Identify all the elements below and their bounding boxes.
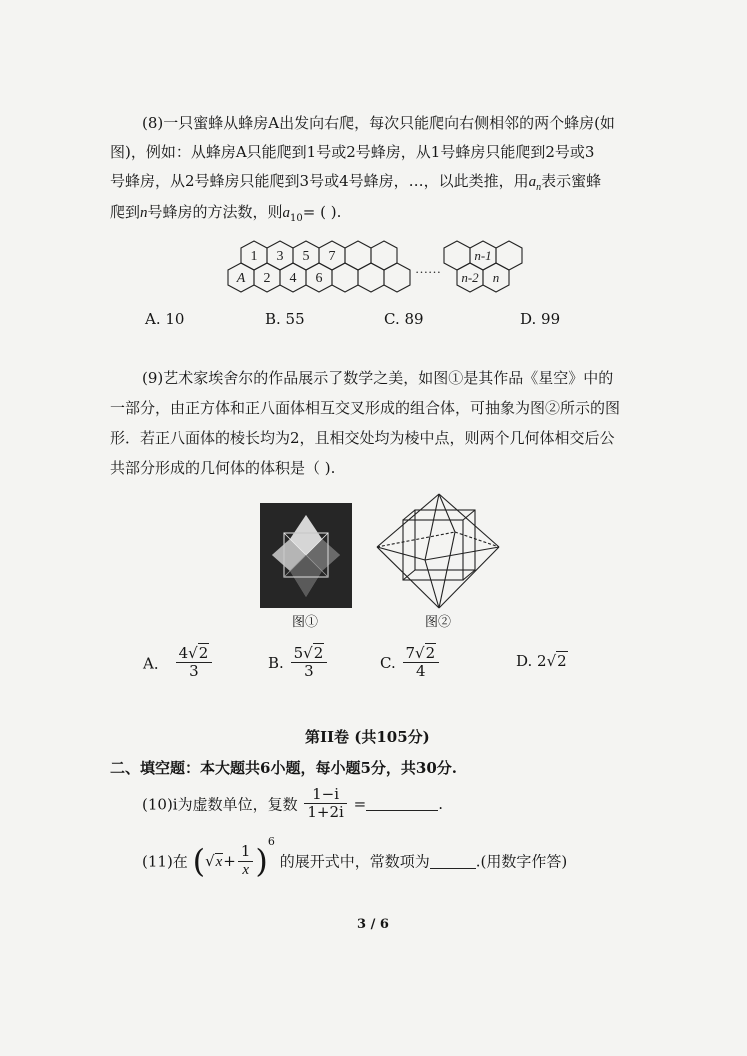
hex-label-4: 4	[289, 271, 297, 286]
q10-numerator: 1−i	[304, 786, 346, 804]
q9-option-a-label: A．	[143, 654, 169, 673]
q9-option-c-rad: 2	[425, 644, 436, 662]
q8-line-2: 图)，例如：从蜂房A只能爬到1号或2号蜂房，从1号蜂房只能爬到2号或3	[110, 143, 595, 161]
hex-label-6: 6	[315, 271, 323, 286]
q9-option-a-rad: 2	[198, 644, 209, 662]
q10-denominator: 1+2i	[307, 803, 344, 822]
q11-end: .(用数字作答)	[475, 852, 568, 871]
figure-2-wireframe	[373, 492, 503, 612]
q10-line	[142, 786, 443, 822]
q11-frac-num: 1	[238, 843, 254, 861]
q11-frac-den: x	[242, 861, 249, 878]
q11-exponent: 6	[267, 835, 275, 848]
q9-option-c-coef: 7	[405, 644, 416, 662]
q9-option-d-rad: 2	[557, 652, 567, 670]
hex-label-3: 3	[276, 249, 284, 264]
hex-label-n: n	[492, 270, 500, 285]
figure-1-caption: 图①	[292, 615, 319, 630]
q11-sqrt-x: x	[215, 853, 223, 870]
q10-end: .	[438, 794, 443, 813]
q11-plus: +	[223, 852, 236, 870]
q8-line-4-b: 号蜂房的方法数，则	[147, 203, 283, 221]
hex-label-7: 7	[328, 249, 336, 264]
q9-option-c-label: C.	[380, 653, 396, 672]
q8-option-a: A. 10	[145, 310, 185, 328]
q9-option-b-den: 3	[304, 662, 314, 681]
hex-label-n-2: n-2	[461, 270, 479, 285]
q8-line-4-end: = ( ).	[302, 203, 342, 221]
hex-label-5: 5	[302, 249, 310, 264]
q9-option-a-den: 3	[189, 662, 199, 681]
q10-answer-blank[interactable]	[366, 796, 438, 811]
q9-line-1: (9)艺术家埃舍尔的作品展示了数学之美，如图①是其作品《星空》中的	[142, 369, 614, 387]
figure-2-caption: 图②	[425, 615, 452, 630]
q9-option-c-den: 4	[416, 662, 426, 681]
q9-option-c: C. $\frac{7√2}{4}$	[380, 645, 441, 681]
q8-line-4-a: 爬到	[110, 203, 141, 221]
q8-line-3-end: 表示蜜蜂	[541, 172, 602, 190]
page-number: 3 / 6	[357, 917, 389, 932]
q11-line: (11)在 (√x+ $\frac{1}{x}$ )$^6$ 的展开式中，常数项为 .(用数字作答)	[142, 835, 568, 880]
q11-answer-blank[interactable]	[430, 854, 476, 869]
hex-label-a: A	[236, 271, 246, 286]
q9-option-b: B. $\frac{5√2}{3}$	[268, 645, 329, 681]
q8-line-3-text: 号蜂房，从2号蜂房只能爬到3号或4号蜂房，…，以此类推，用	[110, 172, 529, 190]
q8-line-1: (8)一只蜜蜂从蜂房A出发向右爬，每次只能爬向右侧相邻的两个蜂房(如	[142, 114, 615, 132]
q8-option-d: D. 99	[520, 310, 561, 328]
q8-line-3	[110, 171, 601, 198]
q8-option-c: C. 89	[384, 310, 424, 328]
q10-equals: =	[353, 794, 367, 813]
q8-a-var: a	[528, 174, 537, 190]
q8-a-sub: n	[536, 182, 542, 193]
q9-line-3: 形．若正八面体的棱长均为2，且相交处均为棱中点，则两个几何体相交后公	[110, 429, 615, 447]
honeycomb-figure	[225, 232, 535, 304]
hex-label-n-1: n-1	[474, 248, 492, 263]
q9-option-b-coef: 5	[293, 644, 304, 662]
q8-a10-var: a	[282, 205, 291, 221]
q8-a10-sub: 10	[290, 213, 303, 224]
q9-option-d-coef: 2	[537, 652, 547, 670]
figure-1-star-photo	[260, 503, 352, 608]
part-2-title: 第II卷 (共105分)	[305, 728, 430, 746]
q11-mid: 的展开式中，常数项为	[279, 852, 430, 871]
hex-label-2: 2	[263, 271, 271, 286]
q11-prefix: (11)在	[142, 852, 188, 871]
q8-line-4	[110, 202, 341, 229]
q9-option-d-label: D.	[516, 652, 533, 670]
hex-dots: ……	[415, 261, 441, 276]
q9-option-d: D. 2√2	[516, 652, 567, 670]
q10-prefix: (10)i为虚数单位，复数	[142, 795, 298, 814]
q9-option-b-label: B.	[268, 653, 284, 672]
q8-option-b: B. 55	[265, 310, 305, 328]
q9-option-a: A． $\frac{4√2}{3}$	[143, 645, 214, 681]
q9-line-2: 一部分，由正方体和正八面体相互交叉形成的组合体，可抽象为图②所示的图	[110, 399, 621, 417]
q9-option-b-rad: 2	[313, 644, 324, 662]
q9-line-4: 共部分形成的几何体的体积是（ ).	[110, 459, 336, 477]
section-2-heading: 二、填空题：本大题共6小题，每小题5分，共30分.	[110, 759, 457, 777]
q8-n-var: n	[140, 205, 148, 221]
hex-label-1: 1	[250, 249, 258, 264]
q9-option-a-coef: 4	[178, 644, 189, 662]
